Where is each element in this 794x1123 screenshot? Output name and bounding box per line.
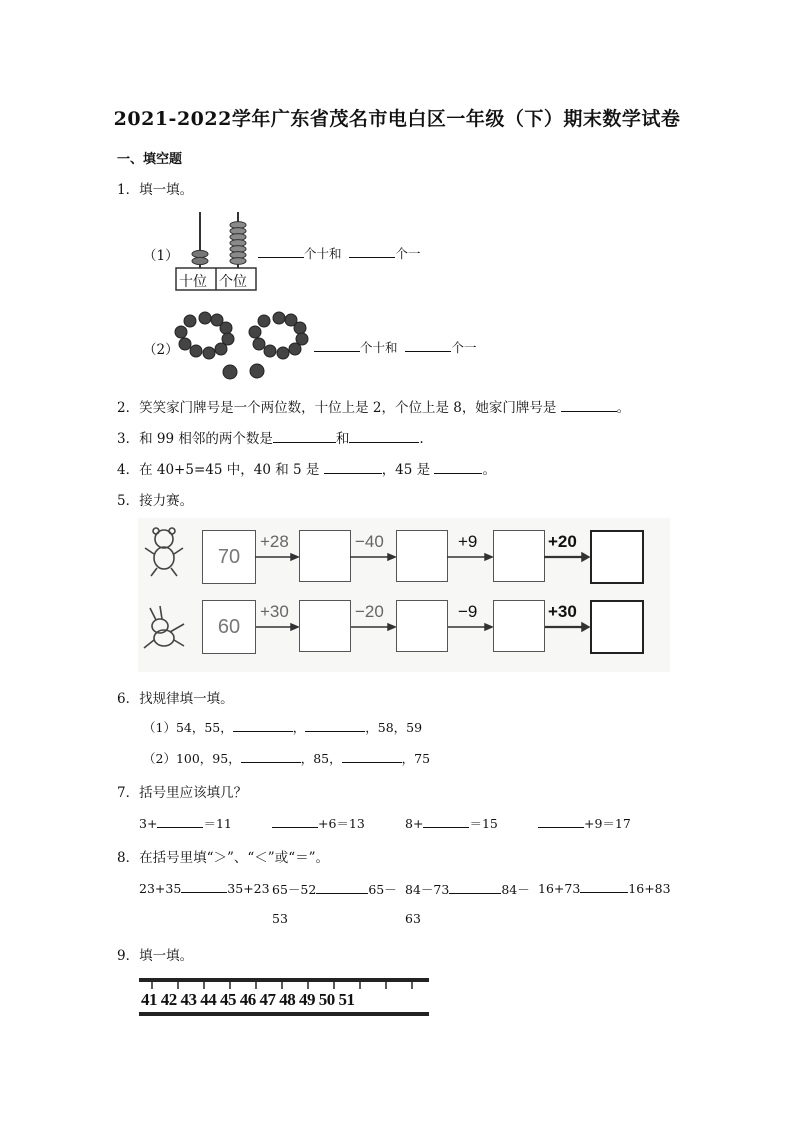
question-3 — [117, 427, 424, 447]
q2-text: 2．笑笑家门牌号是一个两位数，十位上是 2，个位上是 8，她家门牌号是 — [117, 400, 557, 416]
q7-e4b: +9＝17 — [584, 816, 631, 831]
question-5-label: 5．接力赛。 — [117, 493, 194, 509]
q2-end: 。 — [616, 400, 631, 416]
q8-cmp2-cont: 53 — [272, 911, 288, 926]
q6-l1-c: ，58，59 — [365, 720, 423, 735]
question-1-label: 1．填一填。 — [117, 182, 194, 198]
start-value: 60 — [217, 616, 241, 638]
q6-l2-c: ，75 — [401, 751, 431, 766]
q7-eq4 — [538, 814, 631, 832]
question-4 — [117, 458, 496, 478]
q6-line1 — [143, 718, 422, 736]
op-label: +30 — [548, 602, 577, 621]
q3-end: . — [419, 431, 424, 447]
q1-p2-text-a: 个十和 — [360, 340, 398, 355]
q3-mid: 和 — [335, 431, 350, 447]
op-label: −9 — [458, 602, 478, 621]
abacus-tens-label: 十位 — [179, 274, 207, 290]
q7-e1a: 3+ — [139, 816, 158, 831]
q8-c3a: 84－73 — [405, 882, 450, 897]
ruler-numbers — [141, 990, 355, 1010]
answer-blank[interactable] — [305, 719, 365, 732]
answer-blank[interactable] — [561, 399, 617, 412]
ruler-number: 46 — [239, 990, 256, 1009]
ruler-number: 44 — [200, 990, 217, 1009]
q8-c3b: 84－ — [501, 882, 530, 897]
q6-l2-a: （2）100，95， — [143, 751, 241, 766]
q8-cmp3 — [405, 880, 530, 898]
question-2 — [117, 396, 630, 416]
q8-cmp2 — [272, 880, 397, 898]
q4-mid: ，45 是 — [381, 462, 431, 478]
answer-blank[interactable] — [449, 881, 501, 894]
q7-e3a: 8+ — [405, 816, 424, 831]
q7-e2b: +6＝13 — [318, 816, 365, 831]
ruler-number: 43 — [180, 990, 197, 1009]
answer-blank[interactable] — [580, 880, 628, 893]
abacus-image — [175, 210, 257, 292]
op-label: −40 — [355, 532, 384, 551]
q7-eq1 — [139, 814, 232, 832]
q6-l2-b: ，85， — [300, 751, 342, 766]
q1-part2-number: （2） — [143, 342, 179, 358]
q7-e1b: ＝11 — [203, 816, 232, 831]
q1-p2-text-b: 个一 — [451, 340, 477, 355]
op-label: +30 — [260, 602, 289, 621]
ruler-number: 48 — [279, 990, 296, 1009]
answer-blank[interactable] — [349, 430, 419, 443]
page-title: 2021-2022学年广东省茂名市电白区一年级（下）期末数学试卷 — [113, 108, 681, 130]
answer-blank[interactable] — [538, 815, 584, 828]
q6-l1-b: ， — [292, 720, 306, 735]
q1-part1-answer — [258, 244, 420, 262]
question-6-label: 6．找规律填一填。 — [117, 691, 234, 707]
ruler-number: 50 — [318, 990, 335, 1009]
start-value: 70 — [217, 546, 241, 568]
q7-e3b: ＝15 — [469, 816, 498, 831]
q3-text: 3．和 99 相邻的两个数是 — [117, 431, 273, 447]
q8-c2b: 65－ — [368, 882, 397, 897]
answer-blank[interactable] — [405, 339, 451, 352]
ruler-number: 45 — [220, 990, 236, 1009]
q8-cmp1 — [139, 880, 270, 896]
q8-c1a: 23+35 — [139, 881, 182, 896]
q1-p1-text-b: 个一 — [395, 246, 421, 261]
q1-part2-answer — [314, 338, 476, 356]
answer-blank[interactable] — [349, 245, 395, 258]
bead-bundles-image — [172, 308, 314, 384]
answer-blank[interactable] — [233, 719, 293, 732]
op-label: +20 — [548, 532, 577, 551]
ruler-number: 42 — [160, 990, 177, 1009]
q4-end: 。 — [482, 462, 496, 478]
answer-blank[interactable] — [324, 461, 382, 474]
q8-cmp3-cont: 63 — [405, 911, 421, 926]
answer-blank[interactable] — [434, 461, 482, 474]
answer-blank[interactable] — [241, 750, 301, 763]
answer-blank[interactable] — [181, 880, 227, 893]
answer-blank[interactable] — [342, 750, 402, 763]
op-label: −20 — [355, 602, 384, 621]
answer-blank[interactable] — [157, 815, 203, 828]
question-9-label: 9．填一填。 — [117, 948, 194, 964]
ruler-number: 51 — [338, 990, 355, 1009]
answer-blank[interactable] — [423, 815, 469, 828]
ruler-number: 49 — [299, 990, 315, 1009]
q1-p1-text-a: 个十和 — [304, 246, 342, 261]
q7-eq2 — [272, 814, 365, 832]
relay-race-image — [138, 518, 670, 672]
q6-l1-a: （1）54，55， — [143, 720, 233, 735]
q1-part1-number: （1） — [143, 248, 179, 264]
q6-line2 — [143, 749, 430, 767]
question-7-label: 7．括号里应该填几？ — [117, 785, 248, 801]
answer-blank[interactable] — [258, 245, 304, 258]
op-label: +9 — [458, 532, 478, 551]
op-label: +28 — [260, 532, 289, 551]
q8-c2a: 65－52 — [272, 882, 317, 897]
answer-box[interactable] — [590, 600, 644, 654]
q8-c4b: 16+83 — [628, 881, 671, 896]
abacus-ones-label: 个位 — [219, 274, 247, 290]
answer-blank[interactable] — [272, 815, 318, 828]
q8-c1b: 35+23 — [227, 881, 270, 896]
number-ruler-image — [138, 976, 430, 1018]
answer-box[interactable] — [299, 600, 351, 652]
q8-c4a: 16+73 — [538, 881, 581, 896]
question-8-label: 8．在括号里填“＞”、“＜”或“＝”。 — [117, 850, 329, 866]
q4-text: 4．在 40+5=45 中，40 和 5 是 — [117, 462, 320, 478]
answer-blank[interactable] — [314, 339, 360, 352]
answer-blank[interactable] — [273, 430, 336, 443]
answer-box[interactable] — [396, 600, 448, 652]
ruler-number: 47 — [259, 990, 276, 1009]
section-heading: 一、填空题 — [117, 152, 183, 167]
answer-blank[interactable] — [316, 881, 368, 894]
q7-eq3 — [405, 814, 498, 832]
start-box — [202, 600, 256, 654]
ruler-number: 41 — [141, 990, 157, 1009]
answer-box[interactable] — [493, 600, 545, 652]
q8-cmp4 — [538, 880, 671, 896]
